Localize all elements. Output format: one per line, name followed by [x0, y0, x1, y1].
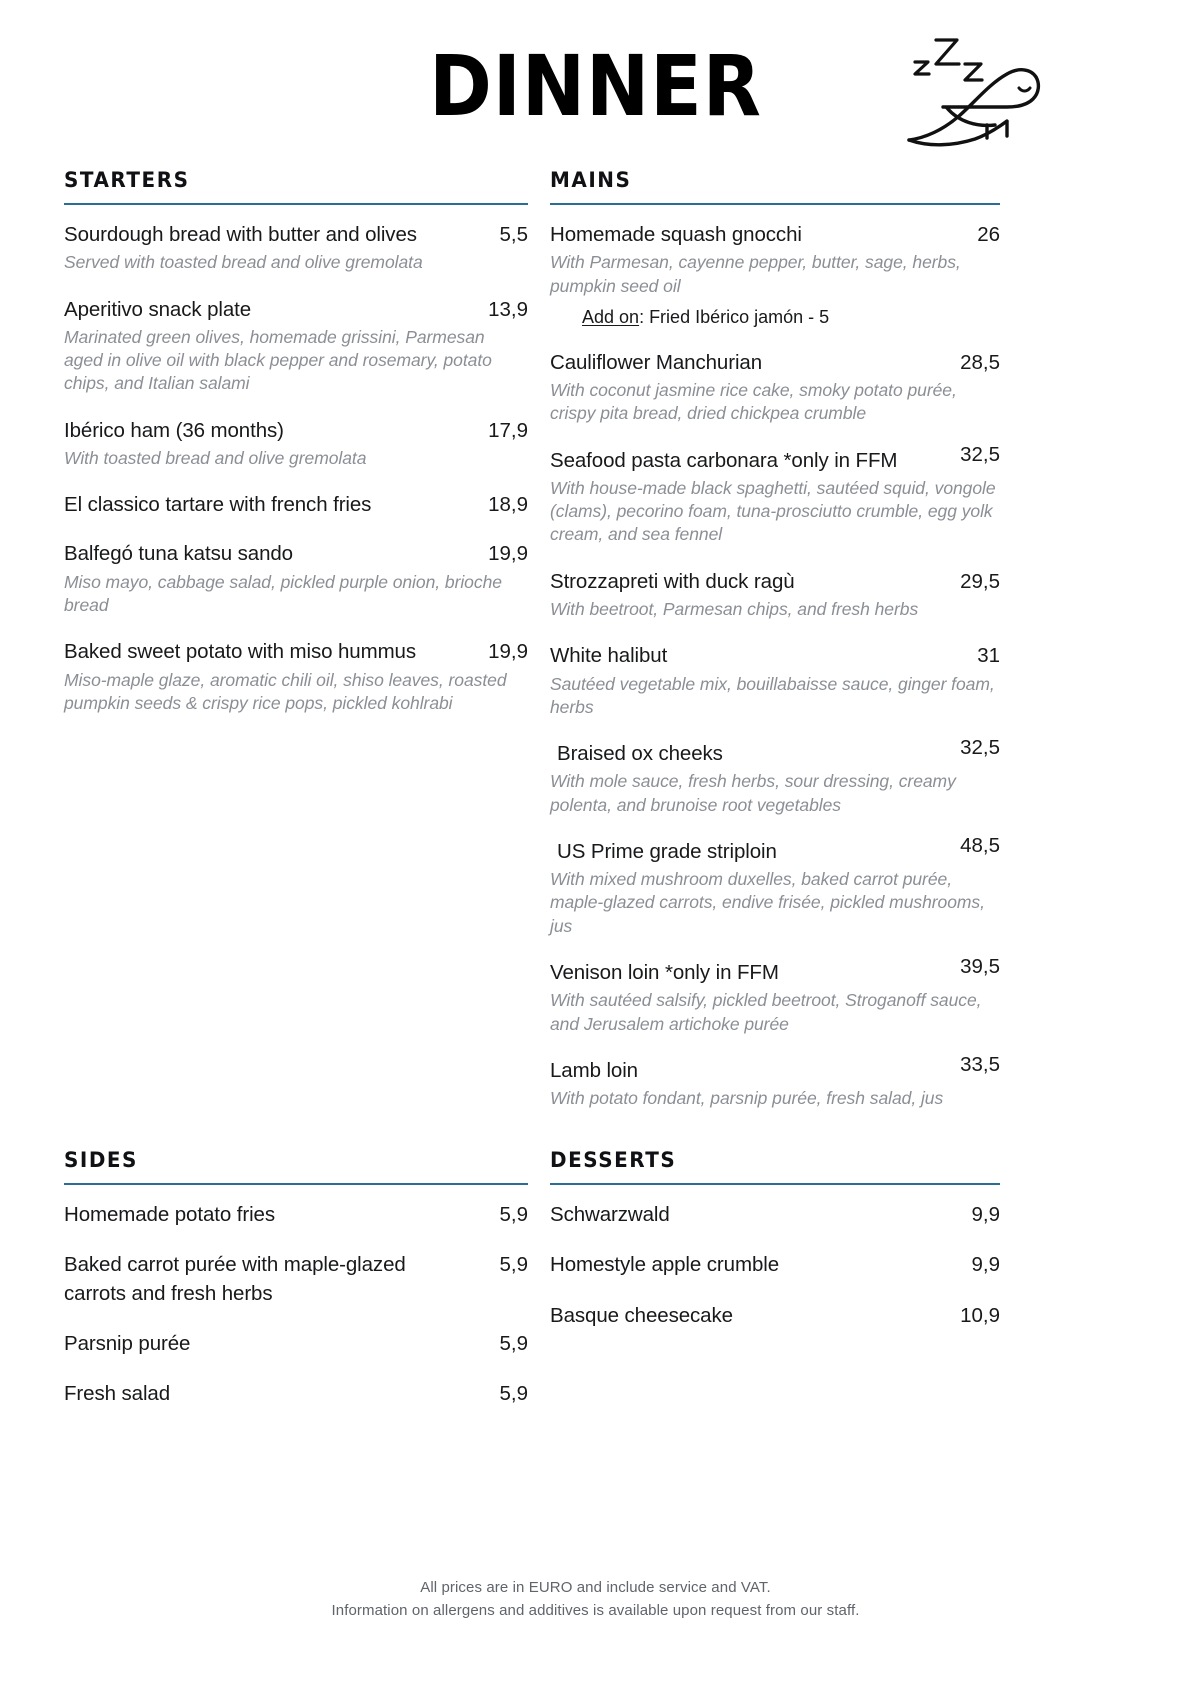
menu-item-name: Lamb loin [550, 1058, 638, 1082]
page-title: DINNER [429, 37, 762, 135]
menu-item [550, 349, 1000, 426]
section-heading-starters: STARTERS [64, 168, 190, 192]
menu-item-name: Homemade squash gnocchi [550, 223, 802, 246]
menu-item-name: Baked carrot purée with maple-glazed carrots and fresh herbs [64, 1253, 406, 1305]
menu-item-name: Baked sweet potato with miso hummus [64, 640, 416, 664]
menu-item [64, 638, 528, 715]
menu-item [550, 1302, 1000, 1330]
menu-item-price: 5,9 [499, 1382, 528, 1406]
section-heading-mains: MAINS [550, 168, 632, 192]
menu-item [550, 833, 1000, 938]
menu-item-description: With toasted bread and olive gremolata [64, 447, 367, 468]
menu-item-description: With sautéed salsify, pickled beetroot, Stroganoff sauce, and Jerusalem artichoke purée [550, 990, 982, 1034]
menu-item-name: Fresh salad [64, 1382, 171, 1406]
menu-item-name: El classico tartare with french fries [64, 493, 372, 517]
desserts-section [540, 1148, 1080, 1430]
menu-item-row [550, 833, 1000, 866]
menu-item [64, 1380, 528, 1408]
menu-item-description: With house-made black spaghetti, sautéed squid, vongole (clams), pecorino foam, tuna-prosciutto crumble, egg yolk cream, and sea fennel [550, 477, 996, 545]
sides-section [0, 1148, 540, 1430]
menu-item [550, 568, 1000, 622]
menu-item-row [550, 736, 1000, 768]
section-divider-starters [64, 203, 528, 205]
menu-item-row [64, 417, 528, 445]
menu-item-price: 5,9 [499, 1203, 528, 1226]
menu-item [64, 540, 528, 617]
menu-item-name: Seafood pasta carbonara *only in FFM [550, 448, 898, 472]
menu-item [64, 221, 528, 275]
menu-item [550, 954, 1000, 1036]
addon-text: : Fried Ibérico jamón - 5 [639, 306, 830, 327]
menu-item-name: Sourdough bread with butter and olives [64, 223, 417, 246]
menu-item-price: 17,9 [488, 418, 528, 442]
menu-item-price: 5,9 [499, 1253, 528, 1277]
menu-item-row [550, 642, 1000, 670]
menu-item [550, 1052, 1000, 1111]
menu-item-price: 32,5 [960, 442, 1000, 466]
menu-item-price: 9,9 [971, 1203, 1000, 1226]
menu-item-name: Schwarzwald [550, 1203, 670, 1226]
section-divider-sides [64, 1183, 528, 1185]
menu-item-description: With mixed mushroom duxelles, baked carrot purée, maple-glazed carrots, endive frisée, pickled mushrooms, jus [550, 869, 985, 936]
menu-item [64, 491, 528, 519]
menu-item-description: Served with toasted bread and olive gremolata [64, 252, 423, 273]
menu-item [550, 442, 1000, 547]
menu-item-description: Sautéed vegetable mix, bouillabaisse sauce, ginger foam, herbs [550, 673, 995, 717]
section-heading-desserts: DESSERTS [550, 1148, 677, 1172]
addon-label: Add on [582, 306, 640, 327]
menu-item-row [550, 442, 1000, 475]
menu-item [550, 1251, 1000, 1279]
menu-item-price: 5,9 [499, 1331, 528, 1355]
menu-item [64, 296, 528, 396]
main-columns [0, 168, 1191, 1131]
menu-item [64, 1251, 528, 1308]
menu-item-row [550, 349, 1000, 377]
menu-item-name: Cauliflower Manchurian [550, 350, 763, 374]
menu-item-description: Miso-maple glaze, aromatic chili oil, shiso leaves, roasted pumpkin seeds & crispy rice pops, pickled kohlrabi [64, 669, 507, 713]
menu-item [550, 1201, 1000, 1229]
menu-header [0, 0, 1191, 168]
menu-item-price: 19,9 [488, 640, 528, 664]
menu-item-description: With coconut jasmine rice cake, smoky potato purée, crispy pita bread, dried chickpea crumble [550, 380, 957, 424]
menu-item [64, 1330, 528, 1358]
menu-item-price: 48,5 [960, 833, 1000, 857]
menu-item-price: 39,5 [960, 954, 1000, 978]
menu-item-name: Homestyle apple crumble [550, 1253, 779, 1277]
menu-item-name: Venison loin *only in FFM [550, 960, 779, 984]
menu-item-price: 31 [977, 644, 1000, 668]
menu-item-price: 28,5 [960, 350, 1000, 374]
menu-item-name: Homemade potato fries [64, 1203, 275, 1226]
menu-item-name: Strozzapreti with duck ragù [550, 569, 795, 593]
menu-item-name: Braised ox cheeks [557, 742, 723, 766]
menu-item-price: 32,5 [960, 736, 1000, 760]
menu-item [550, 221, 1000, 328]
menu-item-name: White halibut [550, 644, 668, 668]
menu-item-name: Ibérico ham (36 months) [64, 418, 284, 442]
menu-item-name: US Prime grade striploin [557, 839, 777, 863]
sleeping-bird-icon [903, 26, 1043, 156]
menu-item-description: With potato fondant, parsnip purée, fresh salad, jus [550, 1088, 944, 1109]
menu-item-description: Miso mayo, cabbage salad, pickled purple onion, brioche bread [64, 571, 502, 615]
menu-item-price: 29,5 [960, 569, 1000, 593]
section-heading-sides: SIDES [64, 1148, 138, 1172]
menu-item [550, 642, 1000, 719]
menu-item-name: Aperitivo snack plate [64, 297, 252, 321]
menu-item-row [550, 221, 1000, 249]
footer-line-allergens: Information on allergens and additives is available upon request from our staff. [331, 1601, 860, 1619]
menu-item-row [550, 568, 1000, 596]
menu-item-price: 9,9 [971, 1253, 1000, 1277]
menu-item-row [550, 1052, 1000, 1085]
menu-item-price: 26 [977, 223, 1000, 246]
menu-item-row [64, 221, 528, 249]
menu-item-name: Balfegó tuna katsu sando [64, 542, 293, 566]
footer-note [0, 1576, 1191, 1623]
menu-item-price: 19,9 [488, 542, 528, 566]
menu-item [64, 417, 528, 471]
menu-item [550, 736, 1000, 817]
bottom-columns [0, 1148, 1191, 1430]
section-divider-desserts [550, 1183, 1000, 1185]
mains-section [540, 168, 1080, 1131]
menu-item-description: With beetroot, Parmesan chips, and fresh herbs [550, 598, 919, 619]
menu-item-row [64, 491, 528, 519]
menu-item [64, 1201, 528, 1229]
menu-item-name: Parsnip purée [64, 1331, 191, 1355]
menu-item-addon [582, 307, 1000, 328]
menu-item-price: 18,9 [488, 493, 528, 517]
menu-item-price: 13,9 [488, 297, 528, 321]
section-divider-mains [550, 203, 1000, 205]
menu-item-description: With mole sauce, fresh herbs, sour dressing, creamy polenta, and brunoise root vegetables [550, 771, 956, 815]
menu-item-price: 33,5 [960, 1052, 1000, 1076]
menu-item-price: 5,5 [499, 223, 528, 246]
menu-item-row [64, 540, 528, 568]
menu-item-description: With Parmesan, cayenne pepper, butter, sage, herbs, pumpkin seed oil [550, 252, 961, 296]
menu-item-row [64, 638, 528, 666]
menu-item-description: Marinated green olives, homemade grissini, Parmesan aged in olive oil with black pepper and rosemary, potato chips, and Italian salami [64, 326, 492, 394]
starters-section [0, 168, 540, 1131]
menu-item-row [64, 296, 528, 324]
menu-item-price: 10,9 [960, 1303, 1000, 1327]
menu-item-row [550, 954, 1000, 987]
footer-line-prices: All prices are in EURO and include service and VAT. [420, 1578, 771, 1596]
menu-item-name: Basque cheesecake [550, 1303, 733, 1327]
